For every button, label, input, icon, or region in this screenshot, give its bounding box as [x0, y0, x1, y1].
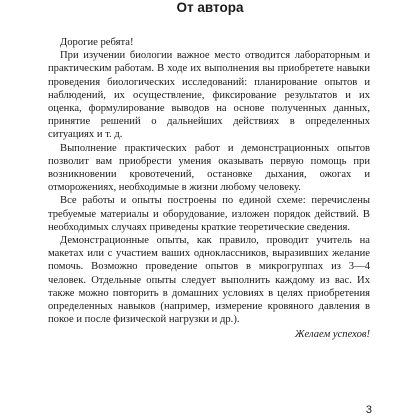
paragraph: Выполнение практических работ и демонстрационных опытов позволит вам приобрести умения оказывать первую помощь при возникновении кровотечений, остановке дыхания, ожогах и отморожениях, необходимые в жизни любому человеку.: [48, 142, 370, 194]
page-number: 3: [365, 404, 372, 416]
paragraph: Все работы и опыты построены по единой схеме: перечислены требуемые материалы и оборудование, изложен порядок действий. В необходимых случаях приведены краткие теоретические сведения.: [48, 195, 370, 233]
paragraph: Демонстрационные опыты, как правило, проводит учитель на макетах или с участием ваших одноклассников, выразивших желание помочь. Возможно проведение опытов в микрогруппах из 3—4 человек. Отдельные опыты следует выполнить каждому из вас. Их также можно повторить в домашних условиях в целях приобретения определенных навыков (например, измерение кровяного давления в покое и после физической нагрузки и др.).: [48, 235, 370, 326]
signoff: Желаем успехов!: [294, 329, 370, 341]
paragraph: При изучении биологии важное место отводится лабораторным и практическим работам. В ходе их выполнения вы приобретете навыки проведения биологических исследований: планирование опытов и наблюдений, их осуществление, фиксирование результатов и их оценка, формулирование выводов на основе полученных данных, принятие решений о дальнейших действиях в определенных ситуациях и т. д.: [48, 50, 370, 141]
greeting: Дорогие ребята!: [60, 37, 134, 48]
page-title: От автора: [176, 0, 244, 15]
preface-text: [48, 36, 370, 342]
